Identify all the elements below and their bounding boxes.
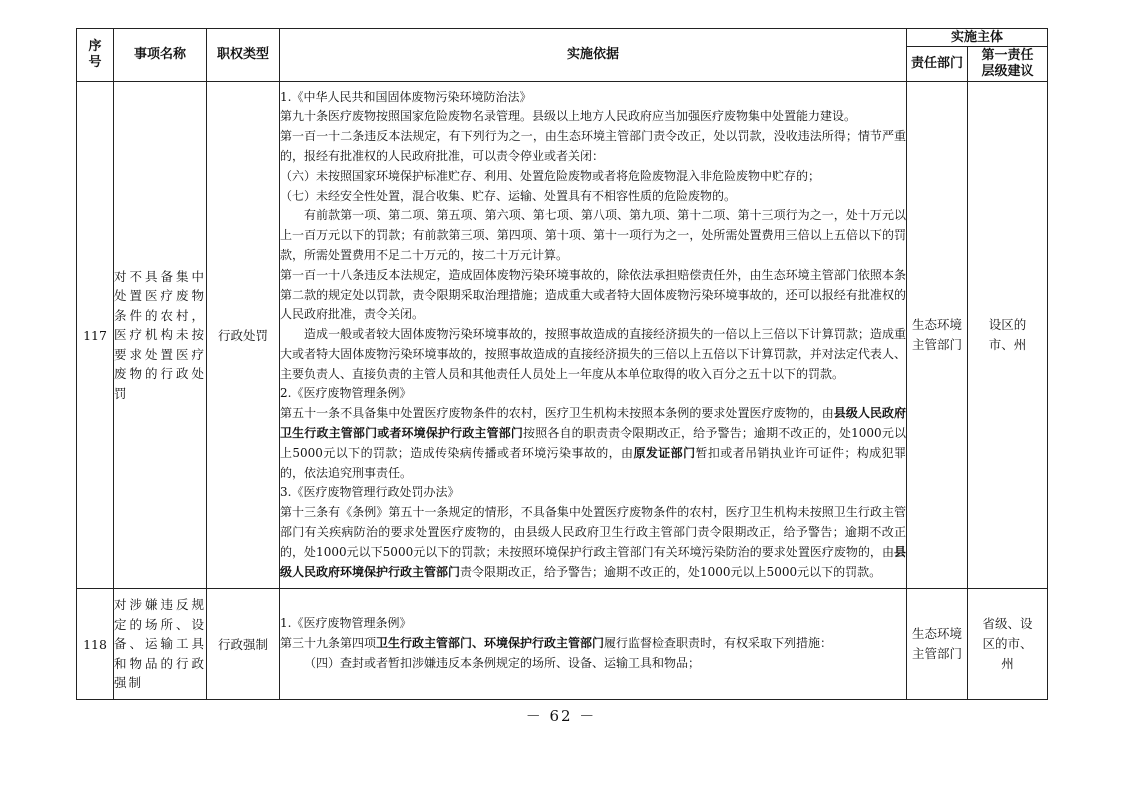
header-level: 第一责任层级建议 <box>968 47 1048 82</box>
row-power-type: 行政处罚 <box>207 82 280 589</box>
basis-paragraph: 第五十一条不具备集中处置医疗废物条件的农村，医疗卫生机构未按照本条例的要求处置医疗废物的，由县级人民政府卫生行政主管部门或者环境保护行政主管部门按照各自的职责责令限期改正，给予警告；逾期不改正的，处1000元以上5000元以下的罚款；造成传染病传播或者环境污染事故的，由原发证部门暂扣或者吊销执业许可证件；构成犯罪的，依法追究刑事责任。 <box>280 406 906 480</box>
basis-law-title: 1.《中华人民共和国固体废物污染环境防治法》 <box>280 89 532 104</box>
row-responsible-dept: 生态环境主管部门 <box>907 82 968 589</box>
basis-law-title: 3.《医疗废物管理行政处罚办法》 <box>280 485 460 500</box>
header-name: 事项名称 <box>114 29 207 82</box>
basis-paragraph: 第一百一十二条违反本法规定，有下列行为之一，由生态环境主管部门责令改正，处以罚款，没收违法所得；情节严重的，报经有批准权的人民政府批准，可以责令停业或者关闭： <box>280 129 906 163</box>
basis-paragraph: 造成一般或者较大固体废物污染环境事故的，按照事故造成的直接经济损失的一倍以上三倍以下计算罚款；造成重大或者特大固体废物污染环境事故的，按照事故造成的直接经济损失的三倍以上五倍以下计算罚款，并对法定代表人、主要负责人、直接负责的主管人员和其他责任人员处上一年度从本单位取得的收入百分之五十以下的罚款。 <box>280 327 906 381</box>
header-basis: 实施依据 <box>280 29 907 82</box>
basis-paragraph: 第三十九条第四项卫生行政主管部门、环境保护行政主管部门履行监督检查职责时，有权采取下列措施： <box>280 636 833 651</box>
basis-paragraph: （七）未经安全性处置，混合收集、贮存、运输、处置具有不相容性质的危险废物的。 <box>280 188 737 203</box>
row-basis <box>280 589 907 700</box>
row-level: 设区的市、州 <box>968 82 1048 589</box>
row-power-type: 行政强制 <box>207 589 280 700</box>
row-basis <box>280 82 907 589</box>
row-responsible-dept: 生态环境主管部门 <box>907 589 968 700</box>
basis-paragraph: （四）查封或者暂扣涉嫌违反本条例规定的场所、设备、运输工具和物品； <box>304 655 701 670</box>
basis-paragraph: 第九十条医疗废物按照国家危险废物名录管理。县级以上地方人民政府应当加强医疗废物集中处置能力建设。 <box>280 109 857 124</box>
header-subject: 实施主体 <box>907 29 1048 47</box>
row-seq: 117 <box>77 82 114 589</box>
basis-law-title: 1.《医疗废物管理条例》 <box>280 616 412 631</box>
basis-law-title: 2.《医疗废物管理条例》 <box>280 386 412 401</box>
row-seq: 118 <box>77 589 114 700</box>
regulation-table <box>76 28 1048 700</box>
table-row <box>77 589 1048 700</box>
row-item-name: 对涉嫌违反规定的场所、设备、运输工具和物品的行政强制 <box>114 589 207 700</box>
header-seq: 序号 <box>77 29 114 82</box>
header-type: 职权类型 <box>207 29 280 82</box>
page-number: － 62 － <box>525 707 597 725</box>
table-row <box>77 82 1048 589</box>
basis-paragraph: 第一百一十八条违反本法规定，造成固体废物污染环境事故的，除依法承担赔偿责任外，由生态环境主管部门依照本条第二款的规定处以罚款，责令限期采取治理措施；造成重大或者特大固体废物污染环境事故的，还可以报经有批准权的人民政府批准，责令关闭。 <box>280 267 906 322</box>
row-item-name: 对不具备集中处置医疗废物条件的农村，医疗机构未按要求处置医疗废物的行政处罚 <box>114 82 207 589</box>
row-level: 省级、设区的市、州 <box>968 589 1048 700</box>
header-dept: 责任部门 <box>907 47 968 82</box>
basis-paragraph: （六）未按照国家环境保护标准贮存、利用、处置危险废物或者将危险废物混入非危险废物中贮存的； <box>280 168 821 183</box>
basis-paragraph: 第十三条有《条例》第五十一条规定的情形，不具备集中处置医疗废物条件的农村，医疗卫生机构未按照卫生行政主管部门有关疾病防治的要求处置医疗废物的，由县级人民政府卫生行政主管部门责令限期改正，给予警告；逾期不改正的，处1000元以下5000元以下的罚款；未按照环境保护行政主管部门有关环境污染防治的要求处置医疗废物的，由县级人民政府环境保护行政主管部门责令限期改正，给予警告；逾期不改正的，处1000元以上5000元以下的罚款。 <box>280 505 906 579</box>
basis-paragraph: 有前款第一项、第二项、第五项、第六项、第七项、第八项、第九项、第十二项、第十三项行为之一，处十万元以上一百万元以下的罚款；有前款第三项、第四项、第十项、第十一项行为之一，处所需处置费用三倍以上五倍以下的罚款，所需处置费用不足二十万元的，按二十万元计算。 <box>280 208 906 262</box>
